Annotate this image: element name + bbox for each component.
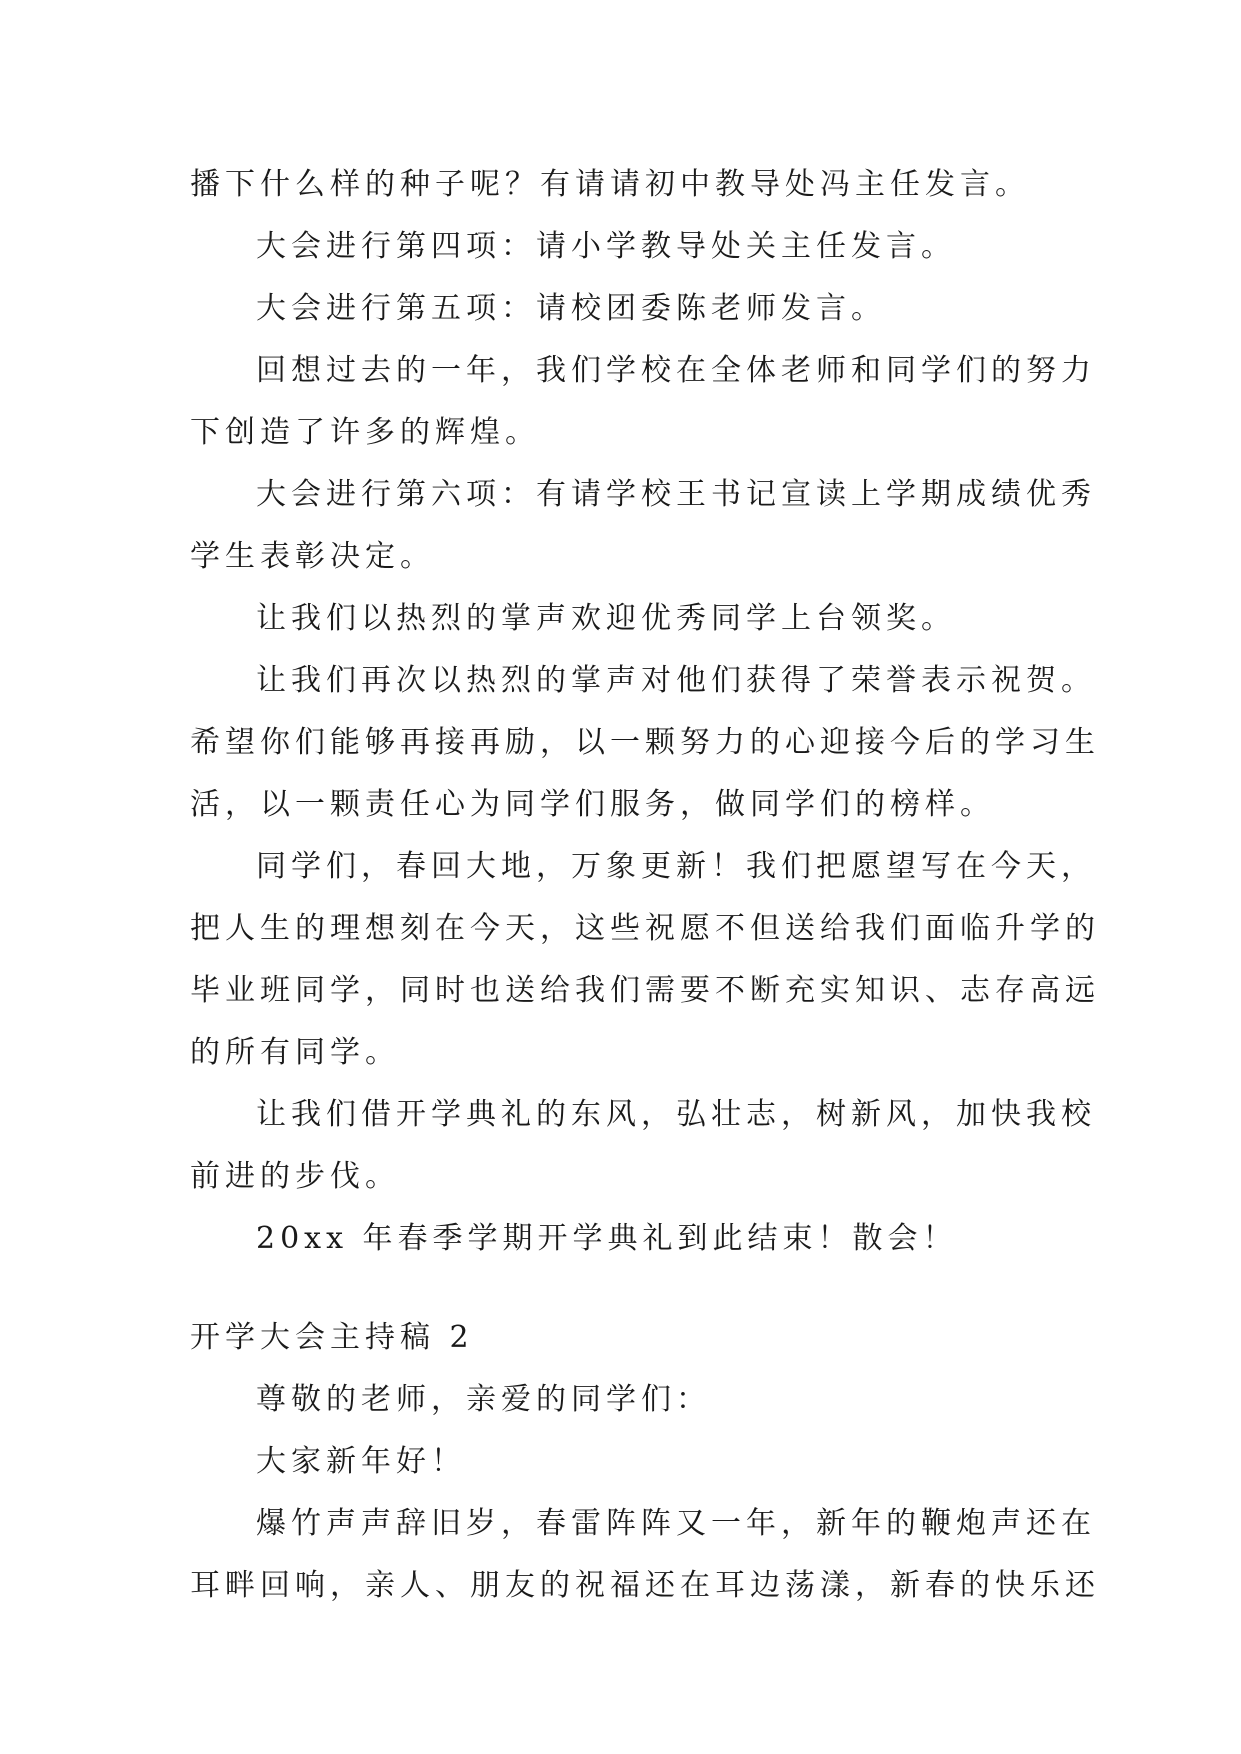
paragraph-line: 学生表彰决定。 <box>190 539 435 574</box>
paragraph-line: 希望你们能够再接再励，以一颗努力的心迎接今后的学习生 <box>190 725 1100 760</box>
paragraph-line: 大家新年好！ <box>256 1444 466 1479</box>
paragraph-line: 大会进行第五项：请校团委陈老师发言。 <box>256 291 886 326</box>
paragraph-line: 让我们再次以热烈的掌声对他们获得了荣誉表示祝贺。 <box>256 663 1096 698</box>
paragraph-line: 的所有同学。 <box>190 1035 400 1070</box>
paragraph-line: 回想过去的一年，我们学校在全体老师和同学们的努力 <box>256 353 1096 388</box>
paragraph-line: 毕业班同学，同时也送给我们需要不断充实知识、志存高远 <box>190 973 1100 1008</box>
section-heading: 开学大会主持稿 2 <box>190 1320 474 1355</box>
paragraph-line: 尊敬的老师，亲爱的同学们： <box>256 1382 711 1417</box>
paragraph-line: 大会进行第六项：有请学校王书记宣读上学期成绩优秀 <box>256 477 1096 512</box>
paragraph-line: 把人生的理想刻在今天，这些祝愿不但送给我们面临升学的 <box>190 911 1100 946</box>
paragraph-line: 让我们借开学典礼的东风，弘壮志，树新风，加快我校 <box>256 1097 1096 1132</box>
paragraph-line: 让我们以热烈的掌声欢迎优秀同学上台领奖。 <box>256 601 956 636</box>
paragraph-line: 爆竹声声辞旧岁，春雷阵阵又一年，新年的鞭炮声还在 <box>256 1506 1096 1541</box>
paragraph-line: 同学们，春回大地，万象更新！我们把愿望写在今天， <box>256 849 1096 884</box>
paragraph-line: 前进的步伐。 <box>190 1159 400 1194</box>
paragraph-line: 20xx 年春季学期开学典礼到此结束！散会！ <box>256 1221 958 1256</box>
paragraph-line: 大会进行第四项：请小学教导处关主任发言。 <box>256 229 956 264</box>
paragraph-line: 耳畔回响，亲人、朋友的祝福还在耳边荡漾，新春的快乐还 <box>190 1568 1100 1603</box>
paragraph-line: 下创造了许多的辉煌。 <box>190 415 540 450</box>
paragraph-line: 活，以一颗责任心为同学们服务，做同学们的榜样。 <box>190 787 995 822</box>
paragraph-line: 播下什么样的种子呢？有请请初中教导处冯主任发言。 <box>190 167 1030 202</box>
